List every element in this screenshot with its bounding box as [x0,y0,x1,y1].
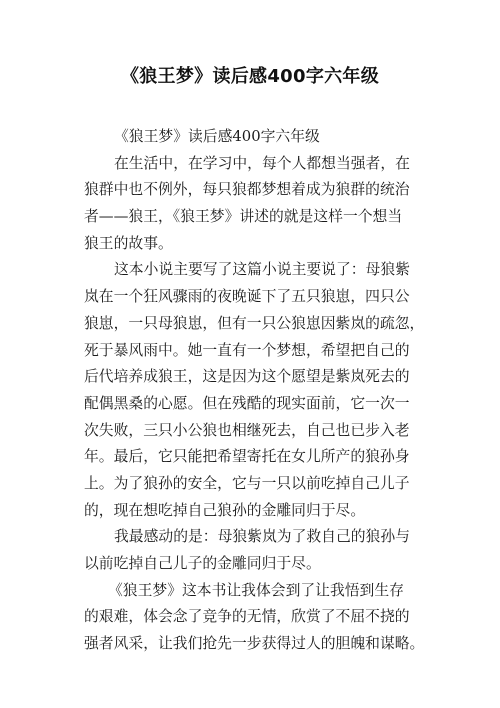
body-line: 配偶黑桑的心愿。但在残酷的现实面前，它一次一 [84,394,410,412]
body-line: 岚在一个狂风骤雨的夜晚诞下了五只狼崽，四只公 [84,288,410,306]
body-line: 以前吃掉自己儿子的金雕同归于尽。 [84,555,321,572]
body-line: 在生活中，在学习中，每个人都想当强者，在 [114,154,410,172]
document-title: 《狼王梦》读后感400字六年级 [120,66,380,87]
body-line: 者——狼王，《狼王梦》讲述的就是这样一个想当 [84,208,403,226]
body-line: 强者风采，让我们抢先一步获得过人的胆魄和谋略。 [84,635,425,653]
body-line: 年。最后，它只能把希望寄托在女儿所产的狼孙身 [84,448,410,466]
body-line: 后代培养成狼王，这是因为这个愿望是紫岚死去的 [84,368,410,386]
body-line: 《狼王梦》读后感400字六年级 [114,128,320,145]
body-line: 狼崽，一只母狼崽，但有一只公狼崽因紫岚的疏忽， [84,314,425,332]
body-line: 上。为了狼孙的安全，它与一只以前吃掉自己儿子 [84,474,410,492]
document-body [84,124,444,658]
body-line: 的艰难，体会念了竞争的无情，欣赏了不屈不挠的 [84,608,410,626]
body-line: 死于暴风雨中。她一直有一个梦想，希望把自己的 [84,341,410,359]
body-line: 《狼王梦》这本书让我体会到了让我悟到生存 [108,581,404,599]
body-line: 的，现在想吃掉自己狼孙的金雕同归于尽。 [84,501,366,519]
body-line: 狼群中也不例外，每只狼都梦想着成为狼群的统治 [84,181,410,199]
body-line: 次失败，三只小公狼也相继死去，自己也已步入老 [84,421,410,439]
body-line: 这本小说主要写了这篇小说主要说了：母狼紫 [114,261,410,279]
body-line: 我最感动的是：母狼紫岚为了救自己的狼孙与 [114,528,410,546]
body-line: 狼王的故事。 [84,234,173,252]
